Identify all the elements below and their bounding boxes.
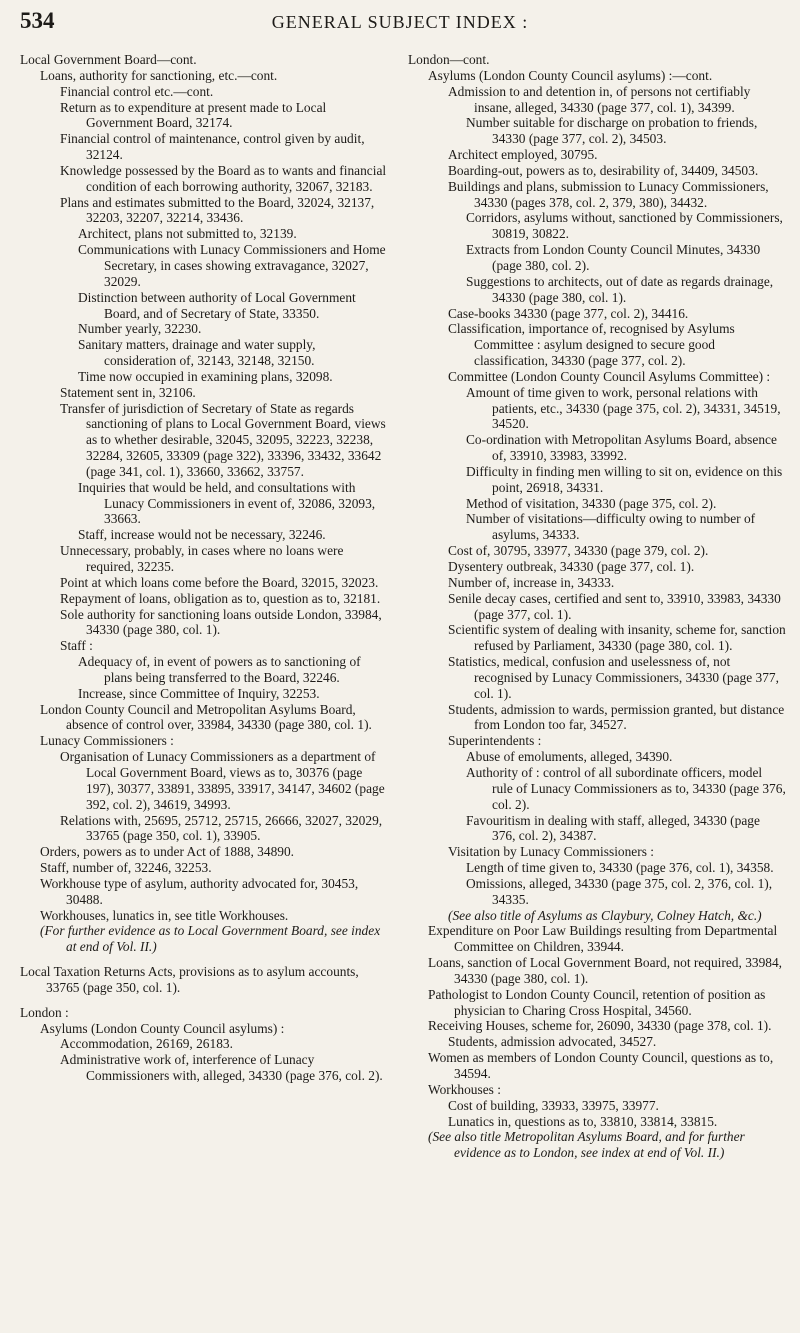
index-entry: Dysentery outbreak, 34330 (page 377, col. 1). [448,559,695,574]
index-entry: Point at which loans come before the Board, 32015, 32023. [60,574,379,590]
index-entry: Increase, since Committee of Inquiry, 32253. [78,685,320,701]
index-entry: Architect employed, 30795. [448,147,598,163]
index-entry: Case-books 34330 (page 377, col. 2), 34416. [448,305,689,321]
index-entry: Adequacy of, in event of powers as to sanctioning of plans being transferred to the Board, 32246. [78,654,361,685]
index-entry: Boarding-out, powers as to, desirability of, 34409, 34503. [448,162,759,178]
index-entry: (See also title Metropolitan Asylums Board, and for further evidence as to London, see index at end of Vol. II.) [428,1129,745,1161]
index-entry: Loans, sanction of Local Government Board, not required, 33984, 34330 (page 380, col. 1). [428,955,783,986]
index-entry: Omissions, alleged, 34330 (page 375, col. 2, 376, col. 1), 34335. [466,875,773,907]
page-header [0,8,800,38]
index-entry: Asylums (London County Council asylums) : [40,1020,285,1036]
index-entry: Workhouse type of asylum, authority advocated for, 30453, 30488. [40,875,359,907]
index-entry: Administrative work of, interference of Lunacy Commissioners with, alleged, 34330 (page 376, col. 2). [60,1052,383,1084]
index-entry: Number suitable for discharge on probation to friends, 34330 (page 377, col. 2), 34503. [466,115,758,147]
page-title: GENERAL SUBJECT INDEX : [271,12,529,32]
index-entry: Difficulty in finding men willing to sit on, evidence on this point, 26918, 34331. [466,463,783,495]
index-entry: Co-ordination with Metropolitan Asylums Board, absence of, 33910, 33983, 33992. [466,432,777,464]
index-entry: Method of visitation, 34330 (page 375, col. 2). [466,495,717,511]
index-entry: Local Government Board—cont. [20,52,197,67]
index-entry: Loans, authority for sanctioning, etc.—cont. [40,67,278,83]
index-entry: London : [20,1004,69,1020]
index-entry: Expenditure on Poor Law Buildings resulting from Departmental Committee on Children, 33944. [428,923,778,955]
index-entry: Organisation of Lunacy Commissioners as a department of Local Government Board, views as to, 30376 (page 197), 30377, 33891, 33895, 33917, 34147, 34602 (page 392, col. 2), 34619, 34993. [60,749,385,812]
index-entry: Local Taxation Returns Acts, provisions as to asylum accounts, 33765 (page 350, col. 1). [20,964,359,995]
index-entry: London—cont. [408,52,490,67]
index-entry: Architect, plans not submitted to, 32139. [78,226,297,242]
index-entry: Workhouses, lunatics in, see title Workhouses. [40,907,289,923]
index-entry: Authority of : control of all subordinate officers, model rule of Lunacy Commissioners as to, 34330 (page 376, col. 2). [466,764,786,812]
index-entry: Repayment of loans, obligation as to, question as to, 32181. [60,590,381,606]
index-entry: Statement sent in, 32106. [60,384,196,400]
index-entry: Financial control etc.—cont. [60,83,214,99]
index-entry: Number of visitations—difficulty owing to number of asylums, 34333. [466,511,756,543]
index-entry: Asylums (London County Council asylums) :—cont. [428,67,713,83]
index-entry: Cost of, 30795, 33977, 34330 (page 379, col. 2). [448,543,709,559]
index-entry: Number of, increase in, 34333. [448,574,615,590]
index-entry: Inquiries that would be held, and consultations with Lunacy Commissioners in event of, 32086, 32093, 33663. [78,479,376,527]
index-entry: Corridors, asylums without, sanctioned by Commissioners, 30819, 30822. [466,210,783,242]
index-entry: Buildings and plans, submission to Lunacy Commissioners, 34330 (pages 378, col. 2, 379, 380), 34432. [448,178,769,210]
index-entry: Staff : [60,638,93,654]
index-entry: Women as members of London County Council, questions as to, 34594. [428,1050,774,1081]
index-entry: Orders, powers as to under Act of 1888, 34890. [40,844,295,860]
index-entry: Unnecessary, probably, in cases where no loans were required, 32235. [60,543,344,574]
index-entry: Amount of time given to work, personal relations with patients, etc., 34330 (page 375, col. 2), 34331, 34519, 34520. [466,384,781,432]
index-entry: Time now occupied in examining plans, 32098. [78,368,333,384]
index-entry: Staff, number of, 32246, 32253. [40,860,212,876]
index-entry: Workhouses : [428,1081,501,1097]
index-entry: Distinction between authority of Local Government Board, and of Secretary of State, 33350. [78,289,356,321]
index-entry: Pathologist to London County Council, retention of position as physician to Charing Cross Hospital, 34560. [428,986,766,1018]
index-entry: Abuse of emoluments, alleged, 34390. [466,749,673,765]
index-entry: Staff, increase would not be necessary, 32246. [78,527,326,543]
index-entry: Relations with, 25695, 25712, 25715, 26666, 32027, 32029, 33765 (page 350, col. 1), 33905. [60,812,383,844]
index-entry: Students, admission to wards, permission granted, but distance from London too far, 34527. [448,701,785,733]
index-entry: Plans and estimates submitted to the Board, 32024, 32137, 32203, 32207, 32214, 33436. [60,194,375,226]
index-entry: Receiving Houses, scheme for, 26090, 34330 (page 378, col. 1). [428,1018,772,1034]
index-entry: Statistics, medical, confusion and uselessness of, not recognised by Lunacy Commissioners, 34330 (page 377, col. 1). [448,654,779,701]
index-entry: Number yearly, 32230. [78,321,202,337]
index-entry: Knowledge possessed by the Board as to wants and financial condition of each borrowing authority, 32067, 32183. [60,162,387,194]
index-entry: Visitation by Lunacy Commissioners : [448,844,654,860]
index-entry: Extracts from London County Council Minutes, 34330 (page 380, col. 2). [466,242,761,273]
index-entry: (For further evidence as to Local Government Board, see index at end of Vol. II.) [40,923,381,955]
index-entry: Accommodation, 26169, 26183. [60,1036,233,1052]
left-column [20,52,388,1084]
index-entry: Scientific system of dealing with insanity, scheme for, sanction refused by Parliament, 34330 (page 380, col. 1). [448,622,786,654]
index-entry: Senile decay cases, certified and sent to, 33910, 33983, 34330 (page 377, col. 1). [448,590,781,622]
index-entry: Return as to expenditure at present made to Local Government Board, 32174. [60,99,327,131]
index-entry: Communications with Lunacy Commissioners and Home Secretary, in cases showing extravagance, 32027, 32029. [78,242,386,289]
index-entry: London County Council and Metropolitan Asylums Board, absence of control over, 33984, 34330 (page 380, col. 1). [40,701,372,733]
index-entry: Admission to and detention in, of persons not certifiably insane, alleged, 34330 (page 377, col. 1), 34399. [448,83,751,115]
index-entry: Committee (London County Council Asylums Committee) : [448,368,771,384]
index-entry: Favouritism in dealing with staff, alleged, 34330 (page 376, col. 2), 34387. [466,812,760,844]
page-number: 534 [20,8,55,33]
index-entry: (See also title of Asylums as Claybury, Colney Hatch, &c.) [448,907,762,923]
index-entry: Cost of building, 33933, 33975, 33977. [448,1097,659,1113]
index-entry: Students, admission advocated, 34527. [448,1034,657,1050]
index-entry: Superintendents : [448,733,542,749]
index-entry: Lunatics in, questions as to, 33810, 33814, 33815. [448,1113,718,1129]
index-entry: Sanitary matters, drainage and water supply, consideration of, 32143, 32148, 32150. [78,337,316,369]
index-entry: Lunacy Commissioners : [40,733,174,749]
index-entry: Length of time given to, 34330 (page 376, col. 1), 34358. [466,860,774,876]
right-column [408,52,786,1161]
index-entry: Financial control of maintenance, control given by audit, 32124. [60,131,365,163]
index-entry: Suggestions to architects, out of date as regards drainage, 34330 (page 380, col. 1). [466,273,774,305]
index-entry: Transfer of jurisdiction of Secretary of State as regards sanctioning of plans to Local Government Board, views as to whether desirable, 32045, 32095, 32223, 32238, 32284, 32605, 33309 (page 322), 33396, 33432, 33642 (page 341, col. 1), 33660, 33662, 33757. [60,400,386,479]
index-entry: Sole authority for sanctioning loans outside London, 33984, 34330 (page 380, col. 1). [60,606,382,638]
index-entry: Classification, importance of, recognised by Asylums Committee : asylum designed to secure good classification, 34330 (page 377, col. 2). [448,321,735,369]
